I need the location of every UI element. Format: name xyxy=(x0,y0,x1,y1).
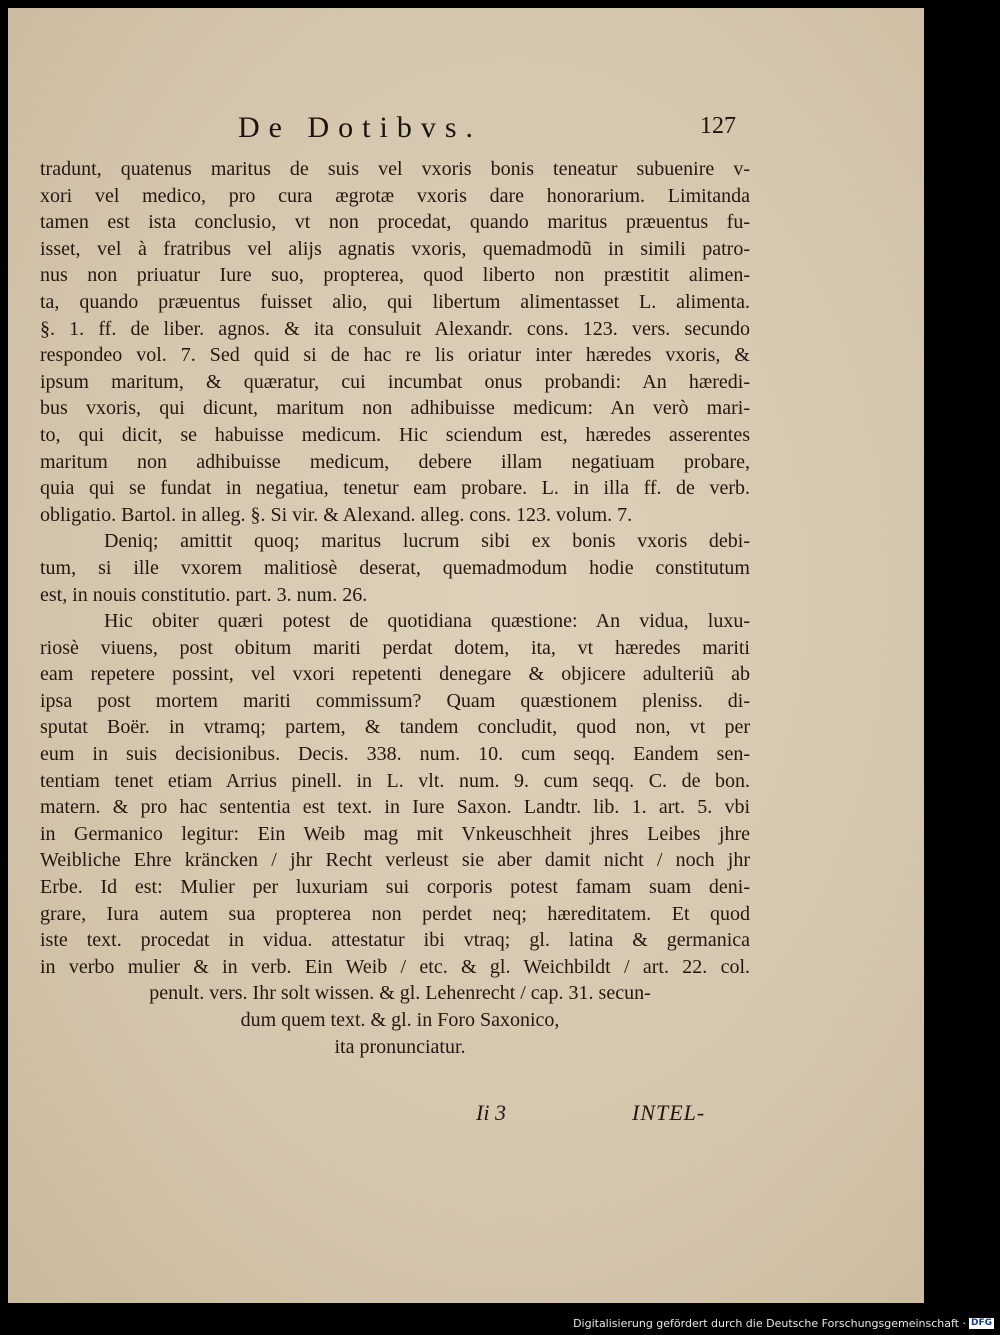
digitization-credit xyxy=(573,1317,994,1330)
text-line: penult. vers. Ihr solt wissen. & gl. Lehenrecht / cap. 31. secun- xyxy=(149,982,651,1005)
running-title: De Dotibvs. xyxy=(238,111,482,144)
text-line: maritum non adhibuisse medicum, debere illam negatiuam probare, xyxy=(40,450,750,473)
text-line: riosè viuens, post obitum mariti perdat dotem, ita, vt hæredes mariti xyxy=(40,636,750,659)
body-text xyxy=(40,156,750,1060)
text-line: quia qui se fundat in negatiua, tenetur eam probare. L. in illa ff. de verb. xyxy=(40,477,750,500)
text-line: tum, si ille vxorem malitiosè deserat, quemadmodum hodie constitutum xyxy=(40,556,750,579)
page-number: 127 xyxy=(700,113,736,139)
page-header xyxy=(8,111,924,151)
book-page xyxy=(8,8,924,1303)
text-line: in Germanico legitur: Ein Weib mag mit Vnkeuschheit jhres Leibes jhre xyxy=(40,822,750,845)
text-line: tamen est ista conclusio, vt non procedat, quando maritus præuentus fu- xyxy=(40,211,750,234)
text-line: Weibliche Ehre kräncken / jhr Recht verleust sie aber damit nicht / noch jhr xyxy=(40,849,750,872)
text-line: Erbe. Id est: Mulier per luxuriam sui corporis potest famam suam deni- xyxy=(40,876,750,899)
text-line: §. 1. ff. de liber. agnos. & ita consuluit Alexandr. cons. 123. vers. secundo xyxy=(40,317,750,340)
text-line: Deniq; amittit quoq; maritus lucrum sibi ex bonis vxoris debi- xyxy=(104,530,750,553)
text-line: ta, quando præuentus fuisset alio, qui libertum alimentasset L. alimenta. xyxy=(40,290,750,313)
text-line: est, in nouis constitutio. part. 3. num. 26. xyxy=(40,583,368,606)
text-line: isset, vel à fratribus vel alijs agnatis vxoris, quemadmodũ in simili patro- xyxy=(40,237,750,260)
text-line: respondeo vol. 7. Sed quid si de hac re lis oriatur inter hæredes vxoris, & xyxy=(40,344,750,367)
text-line: dum quem text. & gl. in Foro Saxonico, xyxy=(240,1009,560,1031)
signature-mark: Ii 3 xyxy=(476,1100,506,1125)
text-line: bus vxoris, qui dicunt, maritum non adhibuisse medicum: An verò mari- xyxy=(40,397,750,420)
text-line: sputat Boër. in vtramq; partem, & tandem concludit, quod non, vt per xyxy=(40,716,750,739)
text-line: ita pronunciatur. xyxy=(334,1035,466,1058)
text-line: in verbo mulier & in verb. Ein Weib / etc. & gl. Weichbildt / art. 22. col. xyxy=(40,955,750,978)
text-line: Hic obiter quæri potest de quotidiana quæstione: An vidua, luxu- xyxy=(104,610,750,633)
text-line: tentiam tenet etiam Arrius pinell. in L. vlt. num. 9. cum seqq. C. de bon. xyxy=(40,769,750,792)
text-line: to, qui dicit, se habuisse medicum. Hic sciendum est, hæredes asserentes xyxy=(40,423,750,446)
text-line: eam repetere possint, vel vxori repetenti denegare & objicere adulteriũ ab xyxy=(40,663,750,686)
text-line: ipsum maritum, & quæratur, cui incumbat onus probandi: An hæredi- xyxy=(40,370,750,393)
text-line: grare, Iura autem sua propterea non perdet neq; hæreditatem. Et quod xyxy=(40,902,750,925)
text-line: tradunt, quatenus maritus de suis vel vxoris bonis teneatur subuenire v- xyxy=(40,158,750,180)
text-line: iste text. procedat in vidua. attestatur ibi vtraq; gl. latina & germanica xyxy=(40,929,750,952)
text-line: eum in suis decisionibus. Decis. 338. num. 10. cum seqq. Eandem sen- xyxy=(40,743,750,766)
text-line: ipsa post mortem mariti commissum? Quam quæstionem pleniss. di- xyxy=(40,689,750,712)
text-line: matern. & pro hac sententia est text. in Iure Saxon. Landtr. lib. 1. art. 5. vbi xyxy=(40,796,750,819)
page-foot xyxy=(8,1100,924,1130)
catchword: INTEL- xyxy=(632,1100,706,1125)
text-line: xori vel medico, pro cura ægrotæ vxoris dare honorarium. Limitanda xyxy=(40,184,750,207)
credit-text: Digitalisierung gefördert durch die Deutsche Forschungsgemeinschaft · xyxy=(573,1317,966,1330)
text-line: nus non priuatur Iure suo, propterea, quod liberto non præstitit alimen- xyxy=(40,264,750,287)
text-line: obligatio. Bartol. in alleg. §. Si vir. & Alexand. alleg. cons. 123. volum. 7. xyxy=(40,503,633,526)
dfg-logo: DFG xyxy=(970,1318,992,1328)
